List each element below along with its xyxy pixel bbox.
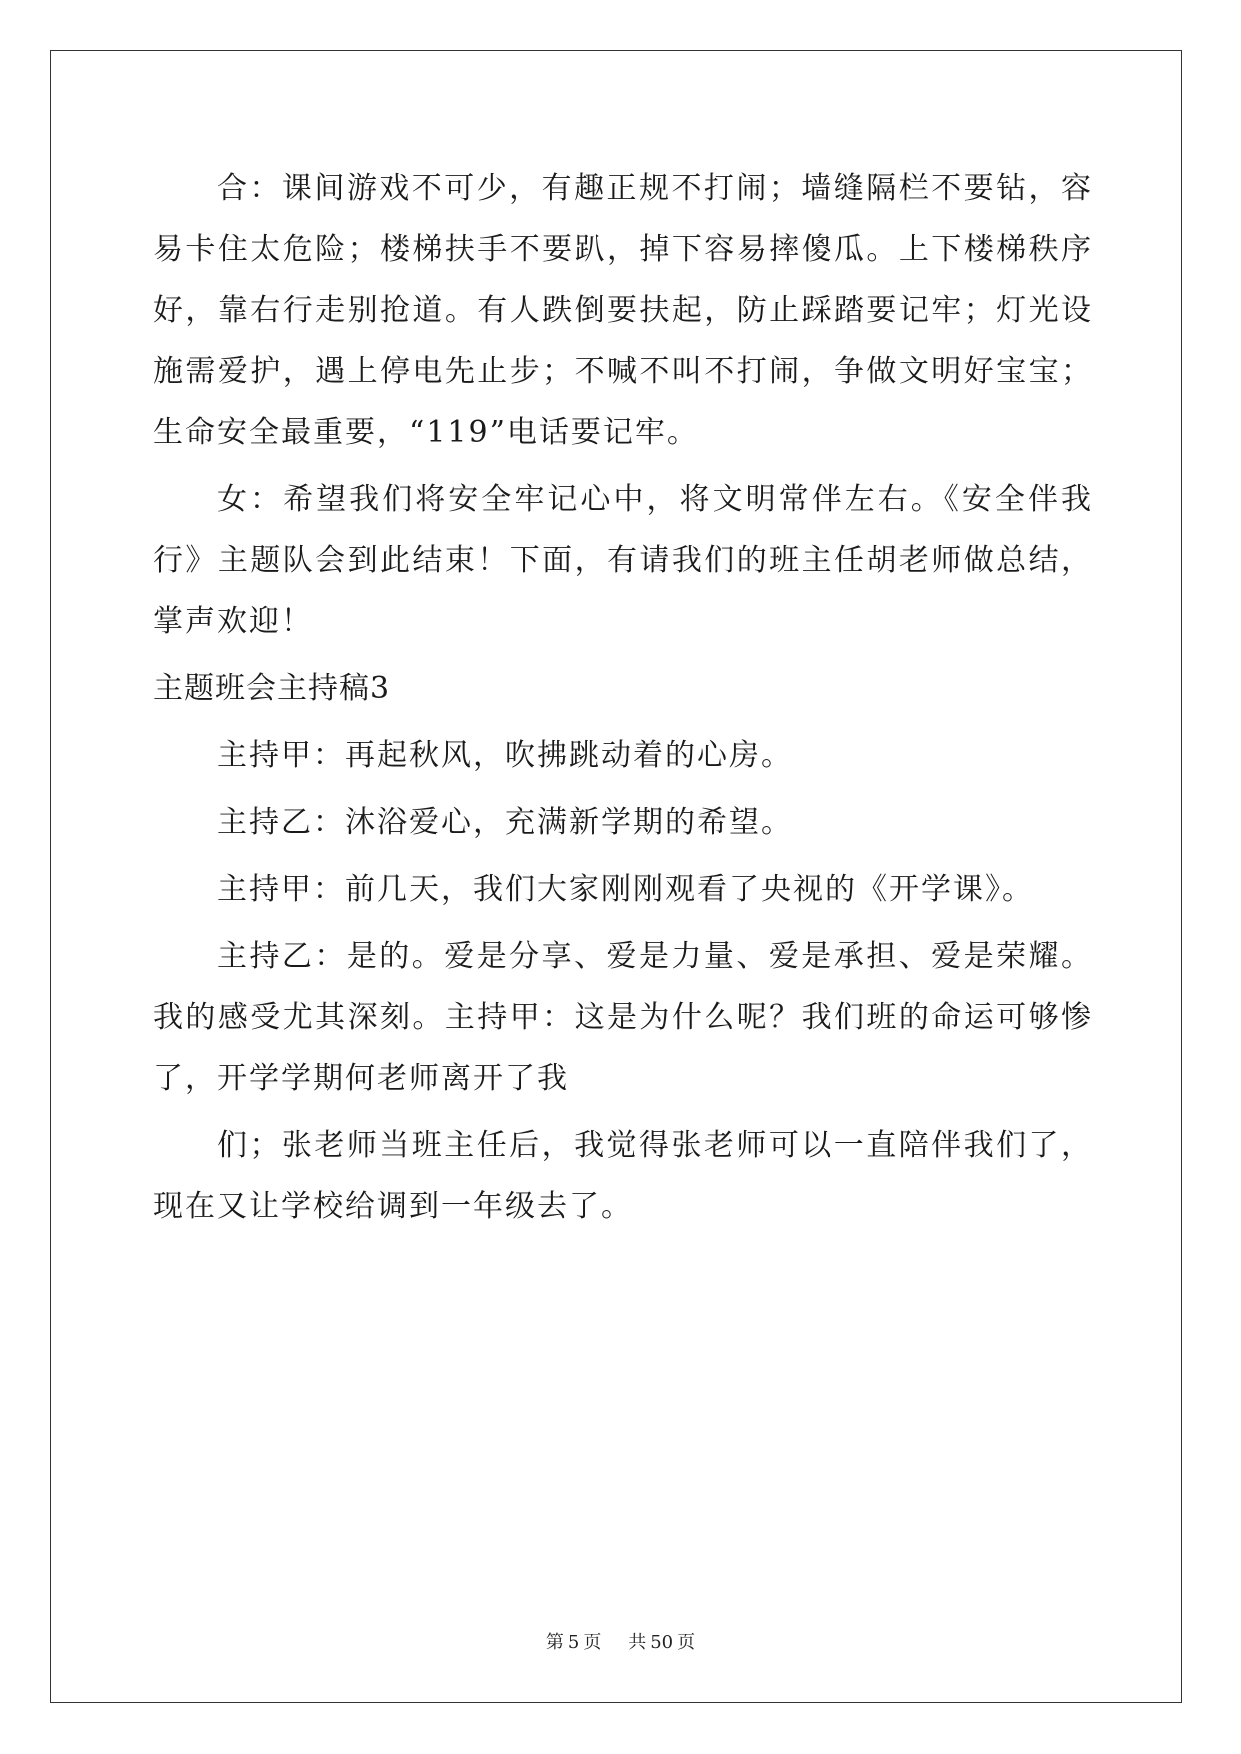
page-number: 5 <box>567 1632 580 1653</box>
paragraph-continuation: 们；张老师当班主任后，我觉得张老师可以一直陪伴我们了，现在又让学校给调到一年级去了。 <box>153 1128 1093 1224</box>
paragraph-host-a-2: 主持甲：前几天，我们大家刚刚观看了央视的《开学课》。 <box>217 872 1034 907</box>
total-suffix: 页 <box>677 1632 696 1653</box>
paragraph-chorus: 合：课间游戏不可少，有趣正规不打闹；墙缝隔栏不要钻，容易卡住太危险；楼梯扶手不要趴，掉下容易摔傻瓜。上下楼梯秩序好，靠右行走别抢道。有人跌倒要扶起，防止踩踏要记牢；灯光设施需爱护，遇上停电先止步；不喊不叫不打闹，争做文明好宝宝；生命安全最重要，“119”电话要记牢。 <box>153 171 1093 450</box>
page-footer <box>0 1628 1241 1654</box>
paragraph-female-host: 女：希望我们将安全牢记心中，将文明常伴左右。《安全伴我行》主题队会到此结束！下面，有请我们的班主任胡老师做总结，掌声欢迎！ <box>153 482 1093 639</box>
paragraph-host-b-2: 主持乙：是的。爱是分享、爱是力量、爱是承担、爱是荣耀。我的感受尤其深刻。主持甲：这是为什么呢？我们班的命运可够惨了，开学学期何老师离开了我 <box>153 939 1093 1096</box>
total-pages: 50 <box>650 1632 674 1653</box>
page-prefix: 第 <box>545 1632 564 1653</box>
page-suffix: 页 <box>583 1632 602 1653</box>
document-body <box>153 158 1093 1243</box>
section-heading: 主题班会主持稿3 <box>153 671 391 706</box>
paragraph-host-a-1: 主持甲：再起秋风，吹拂跳动着的心房。 <box>217 738 793 773</box>
total-prefix: 共 <box>628 1632 647 1653</box>
paragraph-host-b-1: 主持乙：沐浴爱心，充满新学期的希望。 <box>217 805 793 840</box>
